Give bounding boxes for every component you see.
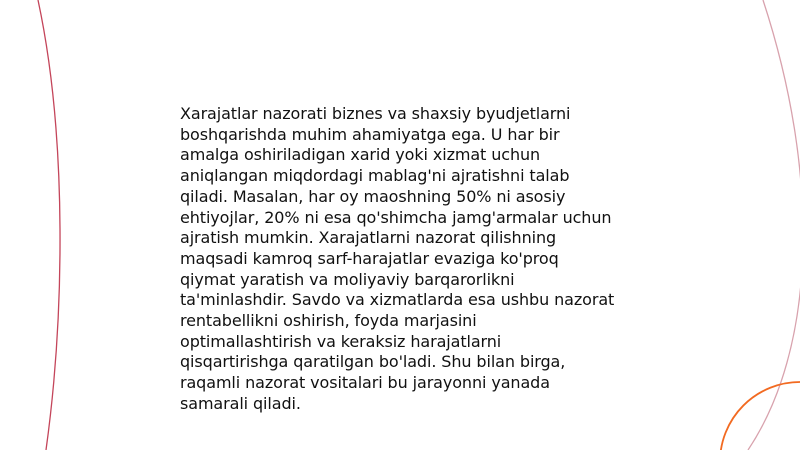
paragraph-line: aniqlangan miqdordagi mablag'ni ajratishni talab bbox=[180, 166, 570, 186]
paragraph-line: qisqartirishga qaratilgan bo'ladi. Shu bilan birga, bbox=[180, 352, 566, 372]
paragraph-line: ta'minlashdir. Savdo va xizmatlarda esa ushbu nazorat bbox=[180, 290, 615, 310]
paragraph-line: qiladi. Masalan, har oy maoshning 50% ni asosiy bbox=[180, 186, 566, 206]
paragraph bbox=[180, 104, 630, 415]
paragraph-line: optimallashtirish va keraksiz harajatlarni bbox=[180, 331, 502, 351]
paragraph-line: qiymat yaratish va moliyaviy barqarorlikni bbox=[180, 269, 515, 289]
paragraph-line: ajratish mumkin. Xarajatlarni nazorat qilishning bbox=[180, 228, 557, 248]
paragraph-line: maqsadi kamroq sarf-harajatlar evaziga ko'proq bbox=[180, 248, 559, 268]
paragraph-line: raqamli nazorat vositalari bu jarayonni yanada bbox=[180, 373, 550, 393]
paragraph-line: samarali qiladi. bbox=[180, 393, 301, 413]
paragraph-line: Xarajatlar nazorati biznes va shaxsiy byudjetlarni bbox=[180, 104, 571, 123]
paragraph-line: ehtiyojlar, 20% ni esa qo'shimcha jamg'armalar uchun bbox=[180, 207, 612, 227]
paragraph-line: rentabellikni oshirish, foyda marjasini bbox=[180, 311, 477, 331]
paragraph-line: amalga oshiriladigan xarid yoki xizmat uchun bbox=[180, 145, 541, 165]
left-curve bbox=[38, 0, 60, 450]
paragraph-line: boshqarishda muhim ahamiyatga ega. U har bir bbox=[180, 124, 560, 144]
accent-circle bbox=[720, 382, 800, 450]
